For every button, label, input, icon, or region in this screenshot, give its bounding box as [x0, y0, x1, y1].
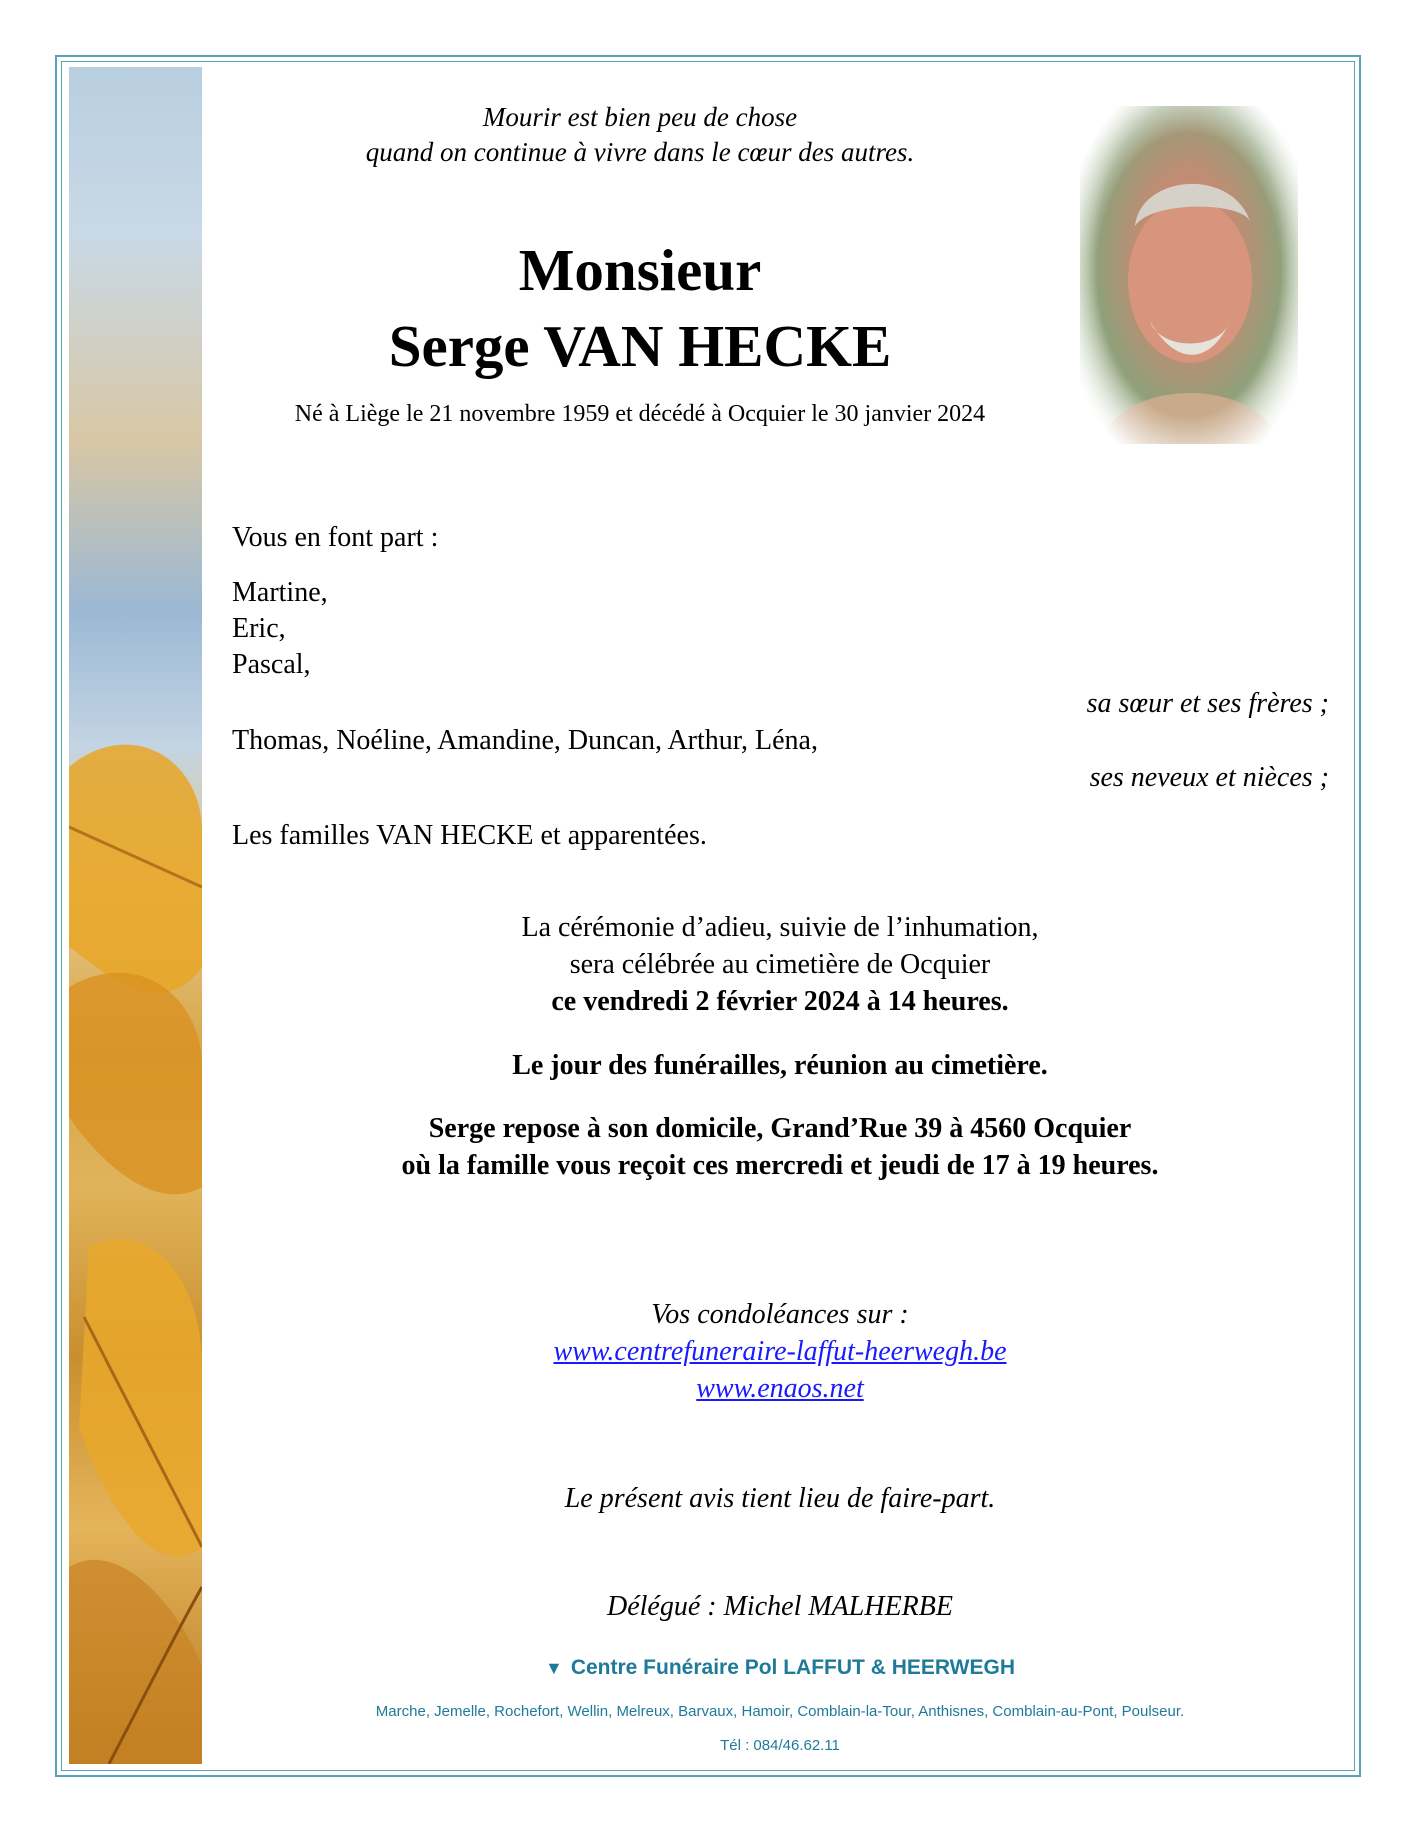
deceased-title: Monsieur [518, 237, 762, 303]
notice-text: Le présent avis tient lieu de faire-part. [564, 1483, 996, 1514]
sibling-name: Eric, [232, 613, 286, 644]
condolences-label: Vos condoléances sur : [651, 1299, 909, 1330]
quote-line-2: quand on continue à vivre dans le cœur des autres. [365, 137, 915, 167]
birth-death-dates: Né à Liège le 21 novembre 1959 et décédé à Ocquier le 30 janvier 2024 [294, 401, 986, 427]
ceremony-date: ce vendredi 2 février 2024 à 14 heures. [551, 986, 1009, 1017]
condolences-link-centre-funeraire[interactable]: www.centrefuneraire-laffut-heerwegh.be [553, 1336, 1007, 1367]
footer-locations: Marche, Jemelle, Rochefort, Wellin, Melreux, Barvaux, Hamoir, Comblain-la-Tour, Anthisnes, Comblain-au-Pont, Poulseur. [375, 1703, 1185, 1720]
nephews-relation: ses neveux et nièces ; [1089, 762, 1329, 793]
delegate-text: Délégué : Michel MALHERBE [607, 1591, 953, 1622]
footer-company [260, 1656, 1300, 1680]
company-name: Centre Funéraire Pol LAFFUT & HEERWEGH [570, 1656, 1015, 1679]
deceased-name: Serge VAN HECKE [388, 313, 892, 379]
announcement-intro: Vous en font part : [232, 522, 439, 553]
sibling-name: Martine, [232, 577, 328, 608]
siblings-relation: sa sœur et ses frères ; [1086, 688, 1329, 719]
quote-line-1: Mourir est bien peu de chose [482, 102, 798, 132]
cemetery-meeting: Le jour des funérailles, réunion au cimetière. [512, 1050, 1048, 1081]
sibling-name: Pascal, [232, 649, 311, 680]
repose-line-1: Serge repose à son domicile, Grand’Rue 39 à 4560 Ocquier [428, 1113, 1132, 1144]
deceased-photo [1080, 106, 1298, 444]
nephews-names: Thomas, Noéline, Amandine, Duncan, Arthur, Léna, [232, 725, 818, 756]
footer-phone: Tél : 084/46.62.11 [720, 1737, 840, 1754]
repose-line-2: où la famille vous reçoit ces mercredi et jeudi de 17 à 19 heures. [401, 1150, 1159, 1181]
autumn-leaves-banner [69, 67, 202, 1764]
ceremony-line-2: sera célébrée au cimetière de Ocquier [569, 949, 991, 980]
condolences-link-enaos[interactable]: www.enaos.net [696, 1373, 864, 1404]
families-line: Les familles VAN HECKE et apparentées. [232, 820, 707, 851]
ceremony-line-1: La cérémonie d’adieu, suivie de l’inhumation, [521, 912, 1039, 943]
triangle-down-icon: ▼ [545, 1658, 563, 1678]
